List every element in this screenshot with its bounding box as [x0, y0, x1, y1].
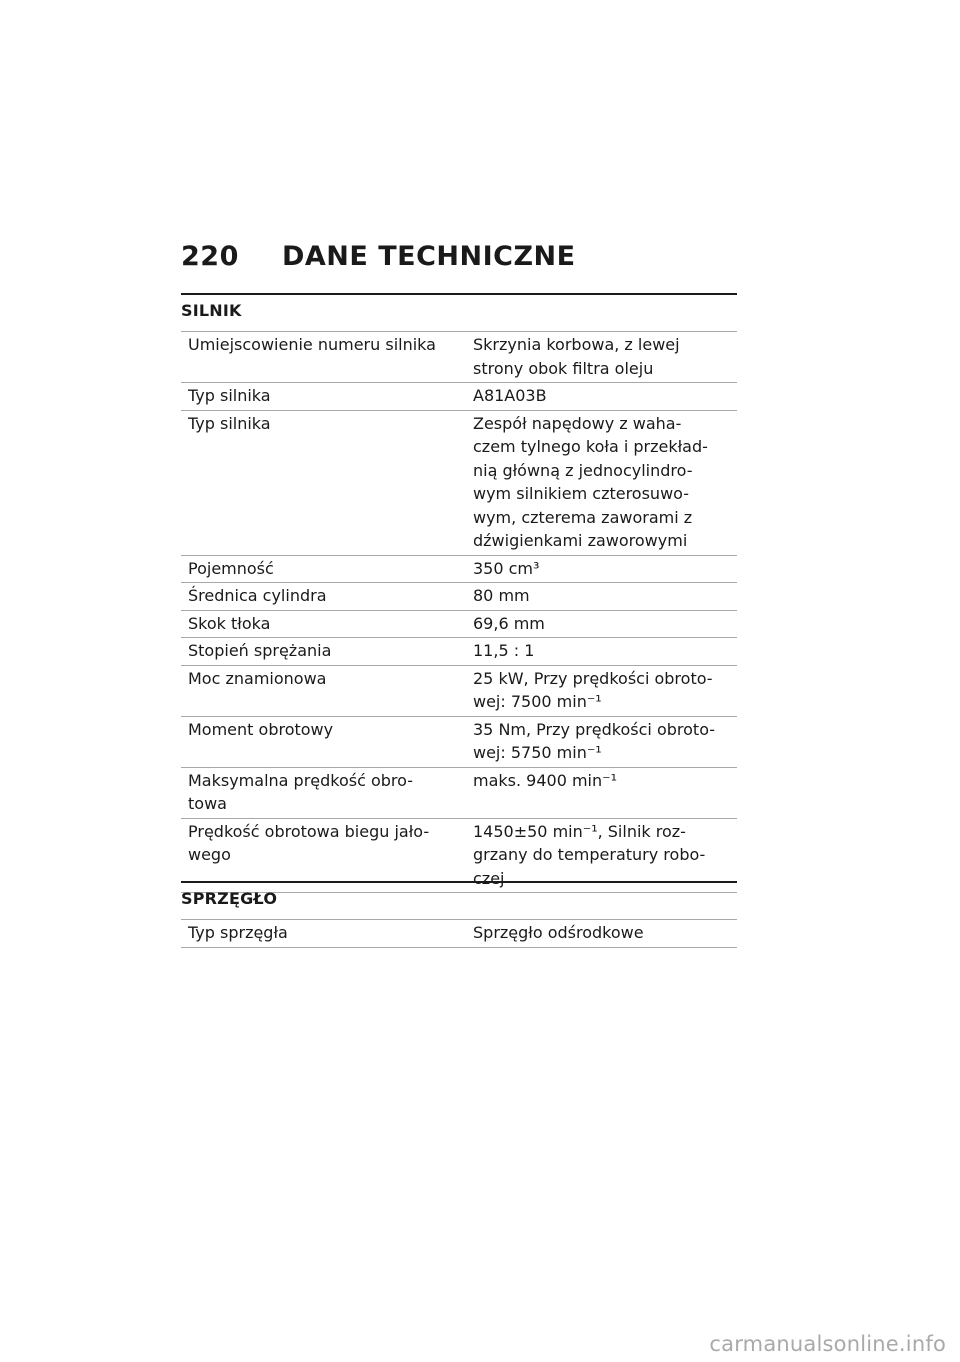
table-row: [181, 583, 737, 611]
spec-label-line: Stopień sprężania: [188, 641, 332, 660]
spec-value-line: grzany do temperatury robo-: [473, 845, 706, 864]
table-row: [181, 920, 737, 948]
spec-value-line: Zespół napędowy z waha-: [473, 413, 682, 433]
spec-value-line: A81A03B: [473, 386, 547, 405]
section-title: SPRZĘGŁO: [181, 889, 278, 908]
spec-label: [181, 610, 466, 638]
watermark-text: carmanualsonline.info: [709, 1332, 946, 1356]
spec-value-line: 1450±50 min⁻¹, Silnik roz-: [473, 821, 686, 841]
spec-label: [181, 410, 466, 555]
spec-value: [466, 920, 737, 948]
page-number: 220: [181, 241, 239, 272]
spec-label-line: Moment obrotowy: [188, 719, 334, 739]
spec-value: [466, 665, 737, 716]
spec-value: [466, 716, 737, 767]
spec-value-line: wym silnikiem czterosuwo-: [473, 484, 690, 503]
spec-label-line: Średnica cylindra: [188, 586, 327, 605]
table-row: [181, 767, 737, 818]
spec-label: [181, 583, 466, 611]
table-row: [181, 332, 737, 383]
table-row: [181, 410, 737, 555]
spec-label-line: Typ sprzęgła: [188, 923, 288, 942]
spec-label-line: Skok tłoka: [188, 613, 271, 633]
spec-value-line: 11,5 : 1: [473, 641, 535, 660]
spec-label-line: Moc znamionowa: [188, 668, 327, 688]
section-engine: [181, 293, 737, 893]
spec-label: [181, 767, 466, 818]
spec-value: [466, 410, 737, 555]
spec-value-line: Skrzynia korbowa, z lewej: [473, 335, 680, 354]
spec-label-line: wego: [188, 845, 231, 864]
spec-label-line: Maksymalna prędkość obro-: [188, 770, 414, 790]
spec-label-line: Umiejscowienie numeru silnika: [188, 335, 436, 354]
spec-value-line: wej: 5750 min⁻¹: [473, 743, 602, 762]
table-row: [181, 665, 737, 716]
spec-label: [181, 383, 466, 411]
table-row: [181, 610, 737, 638]
spec-label: [181, 555, 466, 583]
spec-label: [181, 332, 466, 383]
spec-value-line: czej: [473, 868, 505, 888]
page-title: DANE TECHNICZNE: [282, 241, 576, 272]
spec-value-line: Sprzęgło odśrodkowe: [473, 923, 644, 942]
spec-value: [466, 332, 737, 383]
spec-value-line: 25 kW, Przy prędkości obroto-: [473, 668, 713, 688]
spec-label-line: Pojemność: [188, 558, 274, 578]
spec-value-line: nią główną z jednocylindro-: [473, 460, 693, 480]
spec-table-engine: [181, 331, 737, 893]
spec-label-line: towa: [188, 794, 227, 813]
spec-value-line: 35 Nm, Przy prędkości obroto-: [473, 719, 716, 739]
spec-value: [466, 767, 737, 818]
spec-label-line: Prędkość obrotowa biegu jało-: [188, 821, 430, 841]
spec-label: [181, 665, 466, 716]
spec-value-line: czem tylnego koła i przekład-: [473, 437, 708, 456]
spec-value-line: 80 mm: [473, 586, 530, 605]
table-row: [181, 383, 737, 411]
spec-value-line: wej: 7500 min⁻¹: [473, 692, 602, 711]
spec-label: [181, 920, 466, 948]
spec-label: [181, 638, 466, 666]
spec-value-line: 69,6 mm: [473, 613, 545, 633]
table-row: [181, 638, 737, 666]
spec-value: [466, 638, 737, 666]
spec-value-line: 350 cm³: [473, 558, 540, 578]
section-clutch: [181, 881, 737, 948]
spec-value: [466, 555, 737, 583]
spec-table-clutch: [181, 919, 737, 948]
spec-value: [466, 583, 737, 611]
table-row: [181, 555, 737, 583]
spec-value-line: wym, czterema zaworami z: [473, 507, 693, 527]
spec-value-line: dźwigienkami zaworowymi: [473, 531, 688, 550]
section-title: SILNIK: [181, 301, 242, 320]
page-header: [181, 241, 741, 272]
spec-value: [466, 610, 737, 638]
spec-value: [466, 383, 737, 411]
table-row: [181, 716, 737, 767]
spec-label: [181, 716, 466, 767]
spec-label-line: Typ silnika: [188, 413, 271, 433]
spec-value-line: maks. 9400 min⁻¹: [473, 770, 617, 790]
spec-value-line: strony obok filtra oleju: [473, 358, 654, 378]
spec-label-line: Typ silnika: [188, 386, 271, 405]
